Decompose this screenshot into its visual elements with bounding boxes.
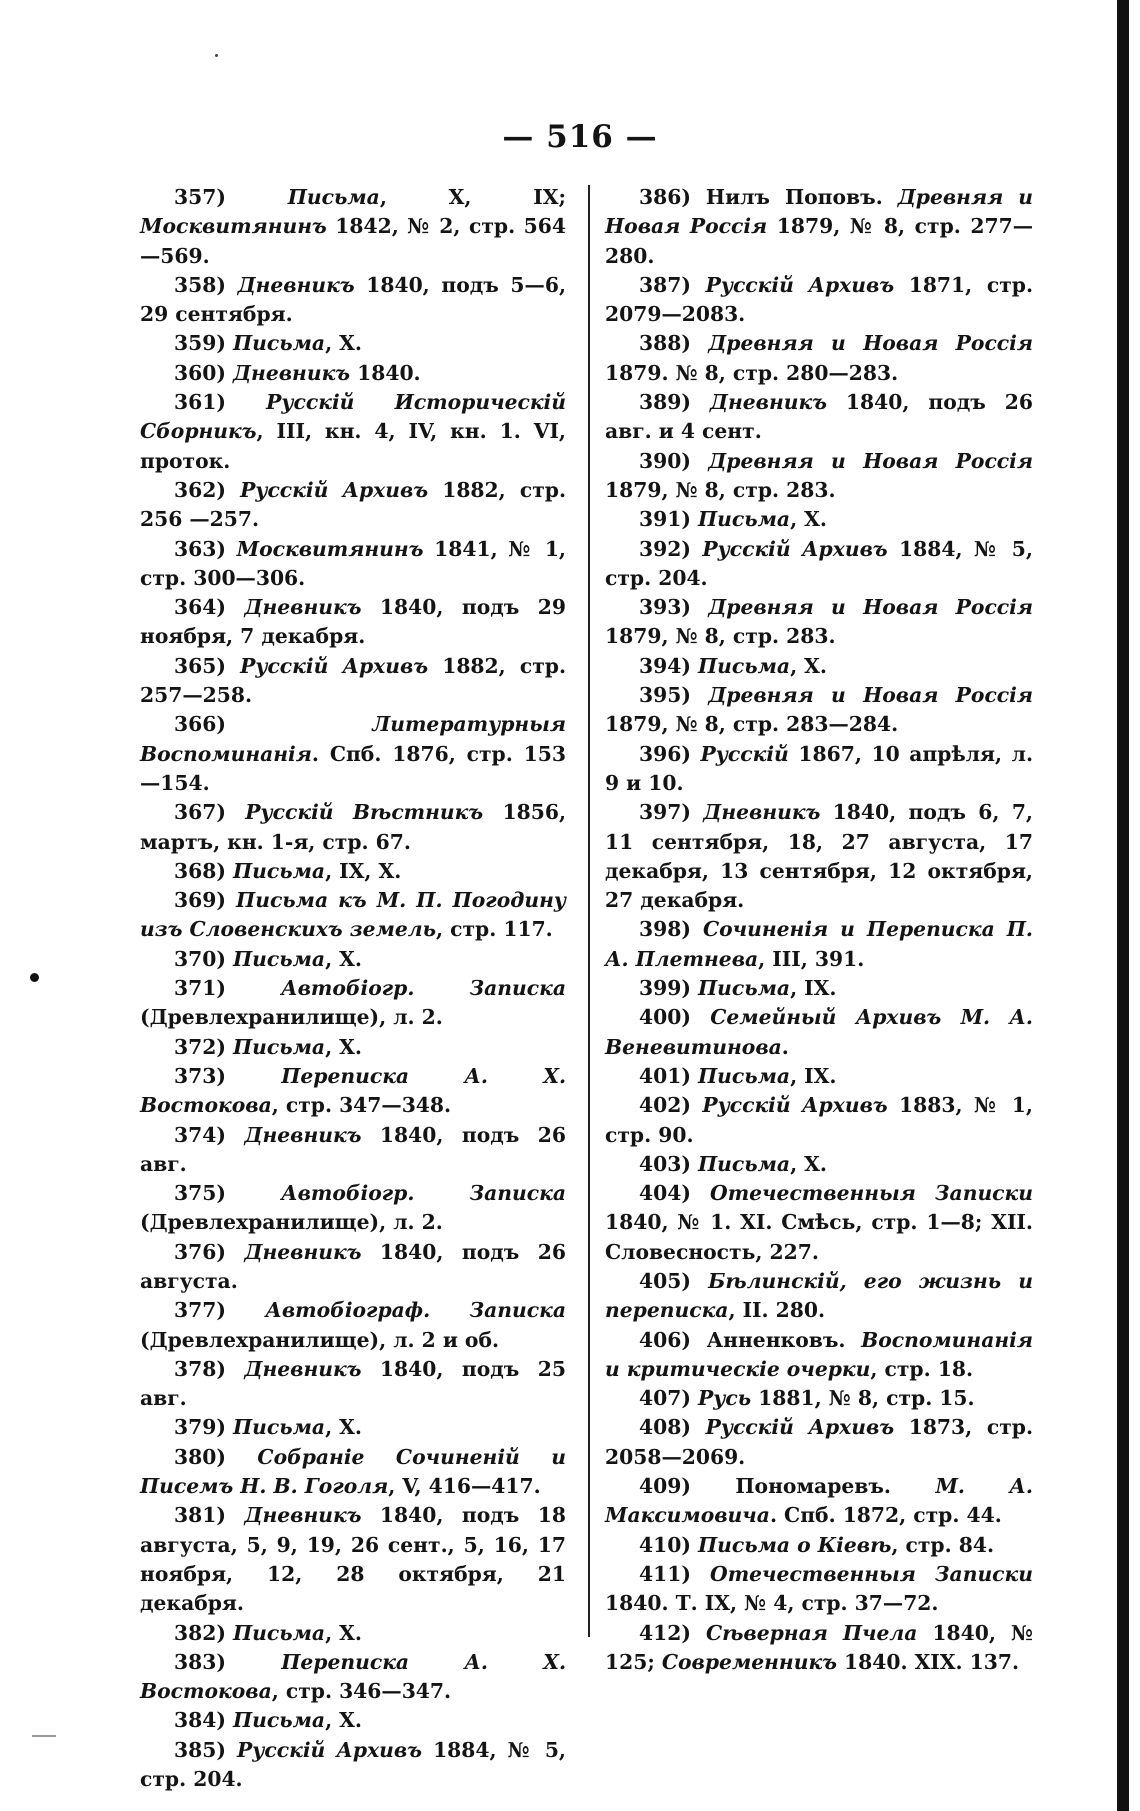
citation-text xyxy=(691,683,708,707)
citation-text: , X. xyxy=(325,946,362,971)
footnote-number: 372) xyxy=(174,1034,226,1059)
citation-text xyxy=(226,1738,237,1762)
footnote-number: 406) xyxy=(639,1327,691,1352)
citation-text xyxy=(226,1357,244,1381)
footnote-entry xyxy=(605,1150,1033,1179)
footnote-number: 399) xyxy=(639,976,691,1001)
footnote-number: 412) xyxy=(639,1620,691,1645)
footnote-number: 381) xyxy=(174,1503,226,1528)
citation-text xyxy=(226,1035,233,1059)
footnote-number: 365) xyxy=(174,653,226,678)
footnote-entry xyxy=(605,740,1033,799)
citation-text: 1867, 10 апрѣля, л. 9 и 10. xyxy=(605,741,1034,795)
citation-text: 1856, мартъ, кн. 1-я, стр. 67. xyxy=(140,800,567,854)
footnote-number: 377) xyxy=(174,1298,226,1323)
work-title: Русскій Архивъ xyxy=(705,272,895,297)
footnote-entry xyxy=(140,652,566,711)
citation-text: 1840, подъ 29 ноября, 7 декабря. xyxy=(140,595,566,649)
footnote-number: 404) xyxy=(639,1181,691,1206)
work-title: Письма xyxy=(698,1151,791,1176)
citation-text xyxy=(226,185,288,209)
footnote-number: 378) xyxy=(174,1356,226,1381)
citation-text: . xyxy=(781,1034,789,1059)
work-title: Дневникъ xyxy=(244,1503,362,1528)
work-title: Письма xyxy=(233,1034,326,1059)
citation-text: 1840, подъ 25 авг. xyxy=(140,1356,566,1411)
citation-text: 1879, № 8, стр. 277—280. xyxy=(605,214,1033,268)
scan-mark xyxy=(32,1735,56,1737)
work-title: Письма xyxy=(233,331,326,356)
page-number: — 516 — xyxy=(502,119,658,155)
footnote-number: 366) xyxy=(174,712,226,737)
citation-text xyxy=(226,712,372,736)
citation-text xyxy=(691,917,703,941)
footnote-entry xyxy=(605,1619,1033,1678)
footnote-number: 380) xyxy=(174,1444,226,1469)
citation-text: 1840. XIX. 137. xyxy=(836,1649,1020,1674)
footnote-entry xyxy=(140,359,566,388)
work-title: Древняя и Новая Россія xyxy=(708,331,1033,356)
footnote-entry xyxy=(605,1179,1033,1267)
work-title: Литературныя Воспоминанія xyxy=(140,712,566,766)
footnote-number: 400) xyxy=(639,1005,691,1030)
footnote-number: 362) xyxy=(174,477,226,502)
citation-text xyxy=(226,1064,281,1088)
citation-text: 1840, № 125; xyxy=(605,1620,1033,1674)
footnote-entry xyxy=(140,886,566,945)
citation-text: 1841, № 1, стр. 300—306. xyxy=(140,536,566,590)
citation-text xyxy=(226,947,233,971)
citation-text: 1879. № 8, стр. 280—283. xyxy=(605,360,899,385)
footnote-entry xyxy=(605,1384,1033,1413)
citation-text xyxy=(691,1269,708,1293)
work-title: Дневникъ xyxy=(244,1239,362,1264)
citation-text: 1840. Т. IX, № 4, стр. 37—72. xyxy=(605,1591,939,1616)
footnote-entry xyxy=(140,1062,566,1121)
citation-text xyxy=(691,1093,702,1117)
footnote-number: 396) xyxy=(639,741,691,766)
citation-text xyxy=(691,273,706,297)
citation-text: , III, кн. 4, IV, кн. 1. VI, проток. xyxy=(140,419,566,473)
work-title: Письма xyxy=(233,858,326,883)
footnote-entry xyxy=(140,476,566,535)
citation-text xyxy=(226,976,281,1000)
citation-text: 1842, № 2, стр. 564—569. xyxy=(140,214,566,268)
work-title: Автобіограф. Записка xyxy=(265,1298,567,1323)
work-title: Русскій Историческій Сборникъ xyxy=(140,390,567,444)
citation-text xyxy=(226,1240,244,1264)
work-title: Сѣверная Пчела xyxy=(705,1620,918,1645)
citation-text xyxy=(226,390,266,414)
footnote-number: 405) xyxy=(639,1268,691,1293)
work-title: Русскій Вѣстникъ xyxy=(245,800,484,825)
footnote-entry xyxy=(140,1296,566,1355)
notes-column-right xyxy=(605,183,1033,1677)
work-title: Письма о Кіевѣ xyxy=(698,1532,892,1557)
footnote-entry xyxy=(140,1355,566,1414)
work-title: Дневникъ xyxy=(244,1356,362,1381)
citation-text: 1879, № 8, стр. 283—284. xyxy=(605,712,899,737)
work-title: Автобіогр. Записка xyxy=(281,1181,567,1206)
work-title: Письма xyxy=(233,1620,326,1645)
footnote-number: 397) xyxy=(639,800,691,825)
footnote-entry xyxy=(140,1443,566,1502)
citation-text: , стр. 347—348. xyxy=(271,1093,452,1118)
citation-text xyxy=(691,1621,706,1645)
footnote-entry xyxy=(605,1413,1033,1472)
footnote-number: 390) xyxy=(639,448,691,473)
footnote-number: 383) xyxy=(174,1649,226,1674)
footnote-number: 392) xyxy=(639,536,691,561)
footnote-entry xyxy=(605,915,1033,974)
citation-text: , X. xyxy=(790,1151,827,1176)
work-title: Отечественныя Записки xyxy=(710,1561,1034,1586)
citation-text: 1884, № 5, стр. 204. xyxy=(140,1737,566,1792)
footnote-entry xyxy=(140,1413,566,1442)
footnote-number: 360) xyxy=(174,360,226,385)
citation-text: , стр. 84. xyxy=(891,1532,994,1557)
work-title: Русскій Архивъ xyxy=(702,1093,888,1118)
citation-text: , X. xyxy=(325,1620,362,1645)
work-title: Собраніе Сочиненій и Писемъ Н. В. Гоголя xyxy=(140,1444,566,1499)
work-title: Современникъ xyxy=(661,1649,837,1674)
work-title: Письма xyxy=(698,976,791,1001)
citation-text: 1881, № 8, стр. 15. xyxy=(751,1386,975,1411)
citation-text xyxy=(691,1533,698,1557)
citation-text: Пономаревъ. xyxy=(690,1474,936,1499)
citation-text xyxy=(226,1415,233,1439)
citation-text: 1882, стр. 256 —257. xyxy=(140,477,567,532)
citation-text: 1873, стр. 2058—2069. xyxy=(605,1415,1034,1469)
work-title: Отечественныя Записки xyxy=(710,1181,1034,1206)
footnote-number: 375) xyxy=(174,1181,226,1206)
footnote-entry xyxy=(605,1091,1033,1150)
citation-text xyxy=(226,331,233,355)
citation-text: (Древлехранилище), л. 2. xyxy=(140,1005,443,1030)
work-title: Русь xyxy=(698,1386,752,1411)
citation-text: 1879, № 8, стр. 283. xyxy=(605,624,836,649)
work-title: Русскій Архивъ xyxy=(237,1737,422,1762)
citation-text: , V, 416—417. xyxy=(388,1474,541,1499)
footnote-entry xyxy=(140,1706,566,1735)
work-title: Дневникъ xyxy=(244,1122,362,1147)
citation-text xyxy=(226,478,240,502)
footnote-number: 367) xyxy=(174,800,226,825)
work-title: Дневникъ xyxy=(709,390,827,415)
footnote-entry xyxy=(605,505,1033,534)
footnote-number: 408) xyxy=(639,1415,691,1440)
work-title: Переписка А. X. Востокова xyxy=(140,1649,567,1704)
citation-text: , X. xyxy=(325,1415,362,1440)
work-title: Дневникъ xyxy=(703,800,821,825)
footnote-number: 410) xyxy=(639,1532,691,1557)
footnote-entry xyxy=(140,1619,566,1648)
citation-text xyxy=(226,273,238,297)
footnote-entry xyxy=(140,974,566,1033)
citation-text xyxy=(691,742,701,766)
footnote-number: 391) xyxy=(639,507,691,532)
work-title: Воспоминанія и критическіе очерки xyxy=(605,1327,1033,1381)
footnote-entry xyxy=(605,183,1033,271)
work-title: Русскій xyxy=(700,741,789,766)
footnote-entry xyxy=(140,535,566,594)
citation-text: , IX. xyxy=(790,1063,837,1088)
footnote-entry xyxy=(140,271,566,330)
citation-text xyxy=(691,1386,698,1410)
citation-text: 1882, стр. 257—258. xyxy=(140,653,567,708)
citation-text: 1840. xyxy=(350,360,421,385)
citation-text xyxy=(691,1415,706,1439)
citation-text xyxy=(226,595,244,619)
work-title: Письма xyxy=(287,185,380,209)
footnote-entry xyxy=(605,652,1033,681)
citation-text xyxy=(691,595,708,619)
work-title: Бѣлинскій, его жизнь и переписка xyxy=(605,1268,1033,1323)
footnote-number: 407) xyxy=(639,1386,691,1411)
citation-text: , X, IX; xyxy=(379,185,566,209)
footnote-number: 357) xyxy=(174,185,226,209)
work-title: Древняя и Новая Россія xyxy=(708,595,1033,620)
citation-text xyxy=(226,1708,233,1732)
footnote-number: 358) xyxy=(174,272,226,297)
citation-text: Анненковъ. xyxy=(690,1327,862,1352)
footnote-entry xyxy=(140,1033,566,1062)
footnote-entry xyxy=(140,945,566,974)
footnote-entry xyxy=(140,183,566,271)
footnote-number: 369) xyxy=(174,888,226,913)
citation-text xyxy=(691,449,708,473)
footnote-entry xyxy=(605,271,1033,330)
citation-text: , X. xyxy=(790,507,827,532)
citation-text xyxy=(226,1621,233,1645)
footnote-entry xyxy=(605,388,1033,447)
citation-text: 1840, подъ 26 авг. и 4 сент. xyxy=(605,390,1033,444)
citation-text: , III, 391. xyxy=(758,946,865,971)
work-title: Дневникъ xyxy=(233,360,351,385)
footnote-entry xyxy=(605,681,1033,740)
footnote-number: 395) xyxy=(639,683,691,708)
citation-text xyxy=(226,888,236,912)
footnote-entry xyxy=(140,388,566,476)
footnote-entry xyxy=(605,1003,1033,1062)
footnote-entry xyxy=(140,710,566,798)
ink-speck xyxy=(215,54,218,57)
citation-text: 1884, № 5, стр. 204. xyxy=(605,536,1033,590)
scan-edge-shadow xyxy=(1117,0,1129,1811)
footnote-entry xyxy=(140,798,566,857)
footnote-number: 361) xyxy=(174,390,226,415)
work-title: Письма xyxy=(698,1063,791,1088)
footnote-entry xyxy=(605,329,1033,388)
citation-text: , стр. 18. xyxy=(870,1356,974,1381)
footnote-entry xyxy=(140,857,566,886)
ink-spot xyxy=(30,973,39,982)
work-title: Русскій Архивъ xyxy=(240,477,429,502)
footnote-number: 389) xyxy=(639,390,691,415)
footnote-number: 370) xyxy=(174,946,226,971)
footnote-entry xyxy=(140,1501,566,1618)
footnote-entry xyxy=(140,1648,566,1707)
citation-text xyxy=(691,976,698,1000)
footnote-number: 393) xyxy=(639,595,691,620)
citation-text: . Спб. 1872, стр. 44. xyxy=(769,1503,1002,1528)
work-title: Семейный Архивъ М. А. Веневитинова xyxy=(605,1005,1033,1059)
footnote-number: 401) xyxy=(639,1063,691,1088)
footnote-number: 368) xyxy=(174,858,226,883)
citation-text: 1840, подъ 26 авг. xyxy=(140,1122,566,1176)
citation-text xyxy=(691,507,698,531)
footnote-number: 409) xyxy=(639,1474,691,1499)
footnote-number: 363) xyxy=(174,536,226,561)
work-title: Древняя и Новая Россія xyxy=(605,185,1033,239)
footnote-number: 411) xyxy=(639,1561,691,1586)
footnote-number: 376) xyxy=(174,1239,226,1264)
citation-text xyxy=(226,859,233,883)
citation-text xyxy=(226,361,233,385)
footnote-number: 398) xyxy=(639,917,691,942)
work-title: Москвитянинъ xyxy=(236,536,424,561)
citation-text: (Древлехранилище), л. 2. xyxy=(140,1210,443,1235)
citation-text: , X. xyxy=(325,331,362,356)
work-title: М. А. Максимовича xyxy=(605,1474,1033,1528)
work-title: Письма xyxy=(233,1708,326,1733)
footnote-entry xyxy=(605,447,1033,506)
citation-text xyxy=(226,1123,244,1147)
citation-text xyxy=(691,390,710,414)
citation-text: 1840, № 1. XI. Смѣсь, стр. 1—8; XII. Словесность, 227. xyxy=(605,1210,1033,1264)
footnote-number: 374) xyxy=(174,1122,226,1147)
footnote-number: 386) xyxy=(639,185,691,209)
footnote-number: 379) xyxy=(174,1415,226,1440)
footnote-entry xyxy=(605,1267,1033,1326)
citation-text xyxy=(691,1064,698,1088)
work-title: Русскій Архивъ xyxy=(705,1415,895,1440)
citation-text xyxy=(691,1181,710,1205)
citation-text xyxy=(226,654,240,678)
footnote-entry xyxy=(605,1062,1033,1091)
work-title: Письма xyxy=(233,1415,326,1440)
footnote-entry xyxy=(605,798,1033,915)
footnote-number: 382) xyxy=(174,1620,226,1645)
footnote-entry xyxy=(605,1326,1033,1385)
work-title: Дневникъ xyxy=(237,272,355,297)
citation-text: 1883, № 1, стр. 90. xyxy=(605,1093,1033,1147)
footnote-number: 373) xyxy=(174,1063,226,1088)
citation-text xyxy=(226,1181,281,1205)
citation-text xyxy=(691,1562,710,1586)
footnote-entry xyxy=(605,593,1033,652)
footnote-entry xyxy=(605,1472,1033,1531)
footnote-number: 385) xyxy=(174,1737,226,1762)
footnote-entry xyxy=(140,1121,566,1180)
citation-text: , IX. xyxy=(790,976,837,1001)
citation-text: 1840, подъ 6, 7, 11 сентября, 18, 27 августа, 17 декабря, 13 сентября, 12 октября, 27 декабря. xyxy=(605,800,1033,913)
work-title: Письма xyxy=(698,653,791,678)
work-title: Письма къ М. П. Погодину изъ Словенскихъ земель xyxy=(140,888,567,942)
citation-text xyxy=(226,1298,265,1322)
footnote-number: 384) xyxy=(174,1708,226,1733)
footnote-number: 364) xyxy=(174,595,226,620)
footnote-number: 387) xyxy=(639,272,691,297)
citation-text xyxy=(691,1005,710,1029)
citation-text: 1840, подъ 18 августа, 5, 9, 19, 26 сент., 5, 16, 17 ноября, 12, 28 октября, 21 декабря. xyxy=(140,1503,566,1616)
work-title: Древняя и Новая Россія xyxy=(708,448,1033,473)
work-title: Москвитянинъ xyxy=(140,214,327,239)
footnote-number: 394) xyxy=(639,653,691,678)
citation-text: 1879, № 8, стр. 283. xyxy=(605,477,836,502)
work-title: Сочиненія и Переписка П. А. Плетнева xyxy=(605,917,1033,971)
citation-text xyxy=(691,1152,698,1176)
work-title: Автобіогр. Записка xyxy=(281,976,567,1001)
citation-text xyxy=(226,800,245,824)
citation-text xyxy=(226,537,237,561)
footnote-number: 371) xyxy=(174,976,226,1001)
citation-text: . Спб. 1876, стр. 153—154. xyxy=(140,741,566,795)
footnote-entry xyxy=(140,1238,566,1297)
citation-text xyxy=(691,331,708,355)
work-title: Переписка А. X. Востокова xyxy=(140,1063,567,1118)
citation-text: , стр. 346—347. xyxy=(271,1679,452,1704)
notes-column-left xyxy=(140,183,566,1794)
citation-text: 1840, подъ 5—6, 29 сентября. xyxy=(140,272,566,327)
work-title: Русскій Архивъ xyxy=(702,536,888,561)
footnote-entry xyxy=(605,1531,1033,1560)
footnote-entry xyxy=(605,1560,1033,1619)
footnote-entry xyxy=(605,974,1033,1003)
citation-text: , II. 280. xyxy=(728,1298,826,1323)
work-title: Русскій Архивъ xyxy=(240,653,429,678)
citation-text: , IX, X. xyxy=(325,858,402,883)
citation-text xyxy=(226,1445,257,1469)
citation-text: 1840, подъ 26 августа. xyxy=(140,1239,566,1293)
footnote-entry xyxy=(605,535,1033,594)
footnote-number: 359) xyxy=(174,331,226,356)
citation-text: Нилъ Поповъ. xyxy=(690,185,898,209)
citation-text xyxy=(691,654,698,678)
work-title: Древняя и Новая Россія xyxy=(708,683,1033,708)
footnote-number: 388) xyxy=(639,331,691,356)
work-title: Дневникъ xyxy=(244,595,362,620)
citation-text: , X. xyxy=(325,1708,362,1733)
citation-text: , X. xyxy=(325,1034,362,1059)
footnote-entry xyxy=(140,1736,566,1795)
citation-text: 1871, стр. 2079—2083. xyxy=(605,272,1034,327)
citation-text xyxy=(691,537,702,561)
citation-text xyxy=(691,800,703,824)
footnote-entry xyxy=(140,329,566,358)
citation-text xyxy=(226,1650,281,1674)
column-divider xyxy=(588,185,590,1637)
footnote-entry xyxy=(140,1179,566,1238)
citation-text xyxy=(226,1503,244,1527)
citation-text: (Древлехранилище), л. 2 и об. xyxy=(140,1327,500,1352)
work-title: Письма xyxy=(698,507,791,532)
work-title: Письма xyxy=(233,946,326,971)
citation-text: , X. xyxy=(790,653,827,678)
footnote-entry xyxy=(140,593,566,652)
footnote-number: 403) xyxy=(639,1151,691,1176)
footnote-number: 402) xyxy=(639,1093,691,1118)
citation-text: , стр. 117. xyxy=(436,917,553,942)
